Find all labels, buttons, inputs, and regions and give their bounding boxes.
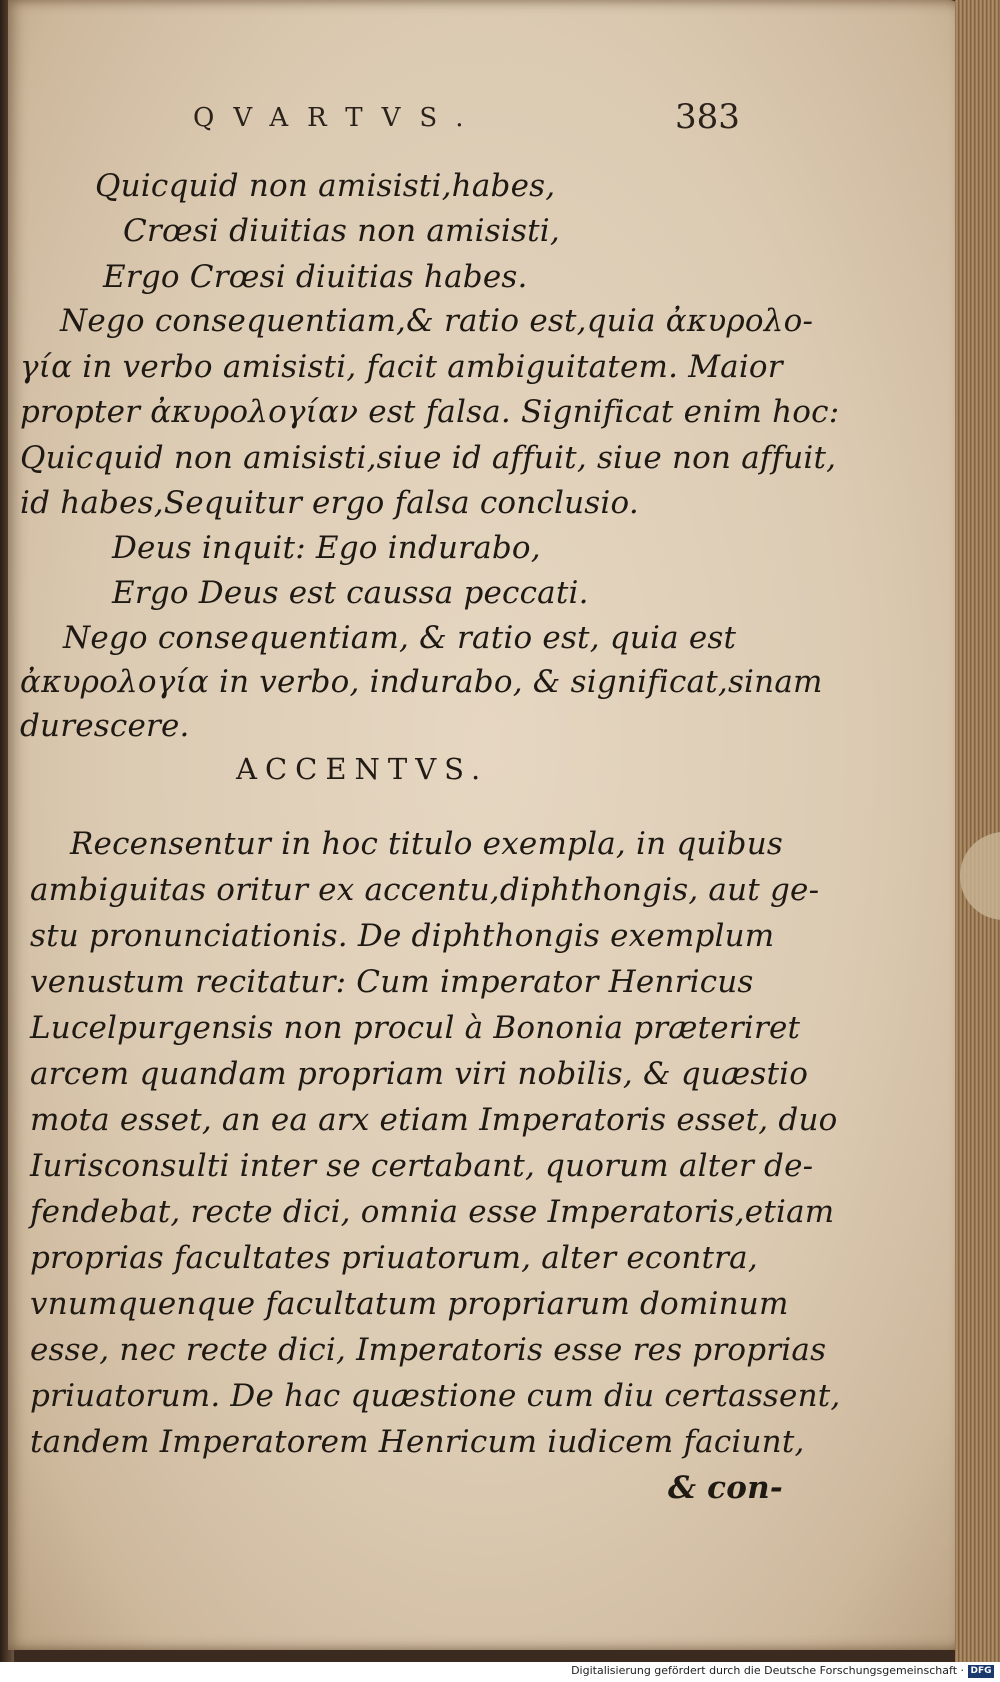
body-line: Ergo Crœsi diuitias habes. [103, 259, 528, 295]
body-line: durescere. [20, 708, 190, 744]
body-line: Nego consequentiam, & ratio est, quia est [63, 620, 737, 656]
section-line: arcem quandam propriam viri nobilis, & quæstio [30, 1056, 809, 1092]
section-line: tandem Imperatorem Henricum iudicem faciunt, [30, 1424, 805, 1460]
body-line: Quicquid non amisisti,habes, [95, 168, 556, 204]
body-line: Deus inquit: Ego indurabo, [112, 530, 541, 566]
section-line: ambiguitas oritur ex accentu,diphthongis, aut ge- [30, 872, 820, 908]
body-line: Crœsi diuitias non amisisti, [123, 213, 560, 249]
body-line: γία in verbo amisisti, facit ambiguitatem. Maior [20, 349, 783, 385]
body-line: Nego consequentiam,& ratio est,quia ἀκυρολο- [60, 303, 814, 339]
body-line: id habes,Sequitur ergo falsa conclusio. [20, 485, 639, 521]
body-line: propter ἀκυρολογίαν est falsa. Significat enim hoc: [20, 394, 840, 430]
section-line: vnumquenque facultatum propriarum dominum [30, 1286, 789, 1322]
section-line: Lucelpurgensis non procul à Bononia præteriret [30, 1010, 801, 1046]
page-number: 383 [675, 97, 740, 137]
body-line: ἀκυρολογία in verbo, indurabo, & significat,sinam [20, 664, 823, 700]
section-line: mota esset, an ea arx etiam Imperatoris esset, duo [30, 1102, 838, 1138]
section-line: Iurisconsulti inter se certabant, quorum alter de- [30, 1148, 814, 1184]
section-line: Recensentur in hoc titulo exempla, in quibus [70, 826, 783, 862]
running-title: QVARTVS. [193, 103, 483, 133]
section-line: venustum recitatur: Cum imperator Henricus [30, 964, 754, 1000]
catchword: & con- [668, 1470, 783, 1506]
section-heading: ACCENTVS. [236, 752, 489, 786]
body-line: Quicquid non amisisti,siue id affuit, siue non affuit, [20, 440, 837, 476]
footer-credit: Digitalisierung gefördert durch die Deutsche Forschungsgemeinschaft · [571, 1664, 964, 1677]
section-line: stu pronunciationis. De diphthongis exemplum [30, 918, 775, 954]
page-block-edge [955, 0, 1000, 1662]
section-line: proprias facultates priuatorum, alter econtra, [30, 1240, 758, 1276]
footer-bar [0, 1662, 1000, 1682]
book-page [8, 0, 963, 1650]
dfg-logo-icon: DFG [968, 1665, 994, 1678]
section-line: fendebat, recte dici, omnia esse Imperatoris,etiam [30, 1194, 835, 1230]
section-line: priuatorum. De hac quæstione cum diu certassent, [30, 1378, 841, 1414]
body-line: Ergo Deus est caussa peccati. [112, 575, 589, 611]
section-line: esse, nec recte dici, Imperatoris esse res proprias [30, 1332, 827, 1368]
